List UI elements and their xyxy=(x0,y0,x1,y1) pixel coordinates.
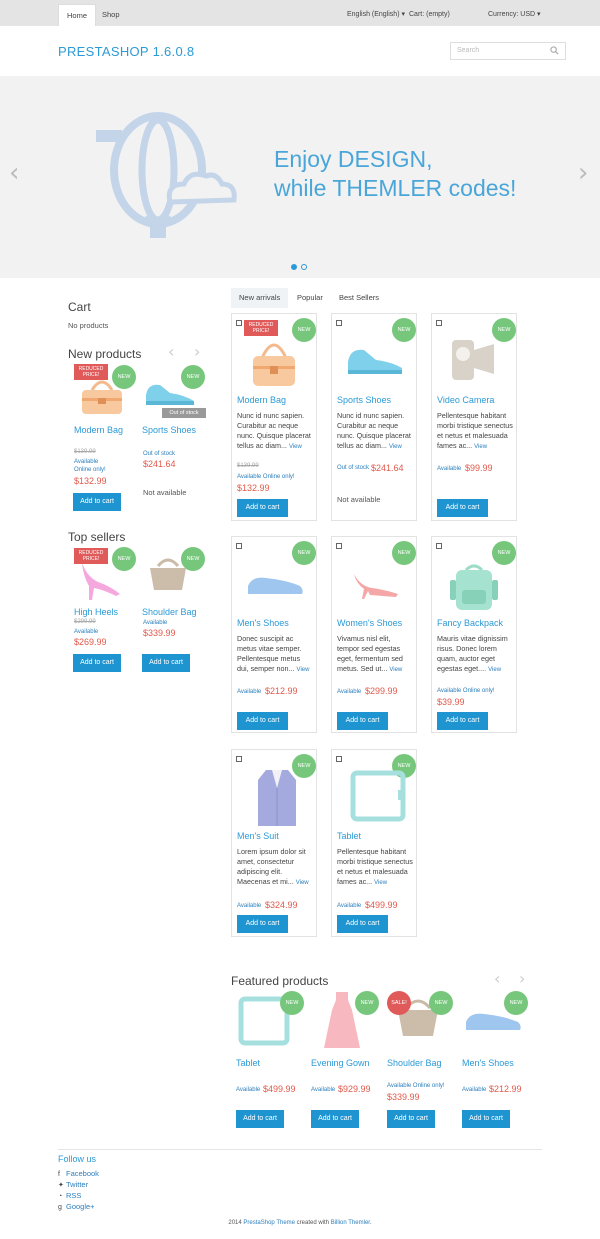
new-badge: NEW xyxy=(492,318,516,342)
slider-prev-arrow[interactable]: ‹ xyxy=(9,158,20,188)
chevron-right-icon[interactable]: › xyxy=(194,342,201,361)
suit-product-image[interactable] xyxy=(256,766,298,828)
availability: Available xyxy=(462,1087,487,1093)
compare-checkbox[interactable] xyxy=(236,756,242,762)
product-description: Nunc id nunc sapien. Curabitur ac neque nunc. Quisque placerat tellus ac diam... View xyxy=(337,411,411,450)
product-name[interactable]: Sports Shoes xyxy=(337,395,392,405)
slider-headline-2: while THEMLER codes! xyxy=(274,175,517,201)
product-name[interactable]: Modern Bag xyxy=(74,425,124,435)
not-available-text: Not available xyxy=(337,495,381,504)
slider-next-arrow[interactable]: › xyxy=(578,158,589,188)
product-price: $339.99 xyxy=(143,628,176,638)
nav-home[interactable]: Home xyxy=(58,4,96,26)
view-link[interactable]: View xyxy=(296,667,310,673)
out-of-stock-badge: Out of stock xyxy=(162,408,206,418)
copyright: 2014 PrestaShop Theme created with Billion Themler. xyxy=(228,1220,372,1226)
availability: Available xyxy=(237,903,262,909)
compare-checkbox[interactable] xyxy=(236,320,242,326)
mens-shoe-product-image[interactable] xyxy=(244,570,308,600)
availability: Out of stock xyxy=(143,451,176,457)
product-price: $241.64 xyxy=(143,459,176,469)
old-price: $299.99 xyxy=(74,619,96,625)
availability: Available Online only! xyxy=(387,1083,445,1089)
chevron-down-icon: ▾ xyxy=(537,11,541,18)
product-description: Nunc id nunc sapien. Curabitur ac neque nunc. Quisque placerat tellus ac diam... View xyxy=(237,411,311,450)
chevron-right-icon[interactable]: › xyxy=(519,969,526,988)
twitter-link[interactable]: ✦ Twitter xyxy=(58,1180,89,1189)
new-badge: NEW xyxy=(392,318,416,342)
product-description: Vivamus nisl elit, tempor sed egestas eget, fermentum sed metus. Sed ut... View xyxy=(337,634,403,673)
view-link[interactable]: View xyxy=(389,667,403,673)
top-sellers-title: Top sellers xyxy=(68,530,126,544)
availability: Available Online only! xyxy=(237,474,295,480)
product-price: $39.99 xyxy=(437,697,465,707)
product-name[interactable]: Sports Shoes xyxy=(142,425,197,435)
product-name[interactable]: Evening Gown xyxy=(311,1058,370,1068)
add-to-cart-button[interactable]: Add to cart xyxy=(237,712,288,730)
twitter-icon: ✦ xyxy=(58,1182,64,1189)
product-name[interactable]: Men's Shoes xyxy=(237,618,289,628)
new-badge: NEW xyxy=(292,754,316,778)
new-products-title: New products xyxy=(68,347,142,361)
product-price: $212.99 xyxy=(489,1084,522,1094)
add-to-cart-button[interactable]: Add to cart xyxy=(387,1110,435,1128)
product-price: $269.99 xyxy=(74,637,107,647)
cart-empty-text: No products xyxy=(68,321,109,330)
slider-dot-active[interactable] xyxy=(291,264,297,270)
product-price: $499.99 xyxy=(263,1084,296,1094)
slider-dot[interactable] xyxy=(301,264,307,270)
product-name[interactable]: Men's Shoes xyxy=(462,1058,514,1068)
add-to-cart-button[interactable]: Add to cart xyxy=(437,712,488,730)
new-badge: NEW xyxy=(292,541,316,565)
search-icon[interactable] xyxy=(550,46,559,55)
not-available-text: Not available xyxy=(143,488,187,497)
availability: Out of stock xyxy=(337,465,370,471)
backpack-product-image[interactable] xyxy=(448,562,500,614)
new-badge: NEW xyxy=(112,365,136,389)
view-link[interactable]: View xyxy=(374,880,388,886)
product-price: $132.99 xyxy=(74,476,107,486)
add-to-cart-button[interactable]: Add to cart xyxy=(337,712,388,730)
add-to-cart-button[interactable]: Add to cart xyxy=(73,493,121,511)
sale-badge: SALE! xyxy=(387,991,411,1015)
compare-checkbox[interactable] xyxy=(336,543,342,549)
availability: Available xyxy=(337,903,362,909)
availability: Available xyxy=(337,689,362,695)
availability: Available xyxy=(437,466,462,472)
reduced-price-badge: REDUCED PRICE! xyxy=(74,548,108,564)
reduced-price-badge: REDUCED PRICE! xyxy=(74,364,108,380)
product-name[interactable]: Men's Suit xyxy=(237,831,279,841)
product-name[interactable]: Shoulder Bag xyxy=(142,607,197,617)
add-to-cart-button[interactable]: Add to cart xyxy=(311,1110,359,1128)
compare-checkbox[interactable] xyxy=(436,543,442,549)
product-name[interactable]: Video Camera xyxy=(437,395,495,405)
product-price: $339.99 xyxy=(387,1092,420,1102)
search-input[interactable]: Search xyxy=(450,42,566,60)
availability: Available xyxy=(74,629,99,635)
product-description: Pellentesque habitant morbi tristique senectus et netus et malesuada fames ac... View xyxy=(437,411,513,450)
hot-air-balloon-icon xyxy=(78,112,238,247)
availability: Available xyxy=(74,459,99,465)
site-logo[interactable]: PRESTASHOP 1.6.0.8 xyxy=(58,44,195,59)
product-description: Pellentesque habitant morbi tristique senectus et netus et malesuada fames ac... View xyxy=(337,847,413,886)
view-link[interactable]: View xyxy=(388,444,402,450)
compare-checkbox[interactable] xyxy=(336,756,342,762)
chevron-down-icon: ▾ xyxy=(401,11,405,18)
cart-link[interactable]: Cart: (empty) xyxy=(409,11,450,18)
language-selector[interactable]: English (English) ▾ xyxy=(347,11,405,18)
new-badge: NEW xyxy=(112,547,136,571)
new-badge: NEW xyxy=(181,365,205,389)
availability: Available xyxy=(311,1087,336,1093)
new-badge: NEW xyxy=(492,541,516,565)
reduced-price-badge: REDUCED PRICE! xyxy=(244,320,278,336)
tab-new-arrivals[interactable]: New arrivals xyxy=(231,288,288,308)
product-description: Donec suscipit ac metus vitae semper. Pellentesque metus dui, semper non... View xyxy=(237,634,310,673)
online-only: Online only! xyxy=(74,467,106,473)
new-badge: NEW xyxy=(280,991,304,1015)
product-price: $241.64 xyxy=(371,463,404,473)
cart-title: Cart xyxy=(68,300,91,314)
compare-checkbox[interactable] xyxy=(336,320,342,326)
new-badge: NEW xyxy=(181,547,205,571)
new-badge: NEW xyxy=(355,991,379,1015)
facebook-link[interactable]: f Facebook xyxy=(58,1169,99,1178)
compare-checkbox[interactable] xyxy=(436,320,442,326)
new-badge: NEW xyxy=(392,541,416,565)
availability: Available xyxy=(237,689,262,695)
product-price: $929.99 xyxy=(338,1084,371,1094)
add-to-cart-button[interactable]: Add to cart xyxy=(73,654,121,672)
view-link[interactable]: View xyxy=(474,444,488,450)
compare-checkbox[interactable] xyxy=(236,543,242,549)
chevron-left-icon[interactable]: ‹ xyxy=(168,342,175,361)
add-to-cart-button[interactable]: Add to cart xyxy=(462,1110,510,1128)
tablet-product-image[interactable] xyxy=(350,770,406,822)
product-name[interactable]: Fancy Backpack xyxy=(437,618,504,628)
add-to-cart-button[interactable]: Add to cart xyxy=(337,915,388,933)
availability: Available Online only! xyxy=(437,688,495,694)
product-description: Lorem ipsum dolor sit amet, consectetur adipiscing elit. Maecenas et mi... View xyxy=(237,847,309,886)
new-badge: NEW xyxy=(392,754,416,778)
product-price: $99.99 xyxy=(465,463,493,473)
sneaker-product-image[interactable] xyxy=(344,344,406,378)
product-name[interactable]: Tablet xyxy=(337,831,362,841)
footer-divider xyxy=(58,1149,542,1150)
themler-link[interactable]: Billion Themler xyxy=(330,1220,370,1226)
nav-shop[interactable]: Shop xyxy=(102,10,120,19)
product-price: $212.99 xyxy=(265,686,298,696)
new-badge: NEW xyxy=(429,991,453,1015)
facebook-icon: f xyxy=(58,1171,60,1178)
video-camera-product-image[interactable] xyxy=(450,336,498,384)
google-plus-link[interactable]: g Google+ xyxy=(58,1202,95,1211)
product-price: $324.99 xyxy=(265,900,298,910)
view-link[interactable]: View xyxy=(488,667,502,673)
add-to-cart-button[interactable]: Add to cart xyxy=(237,915,288,933)
add-to-cart-button[interactable]: Add to cart xyxy=(142,654,190,672)
product-name[interactable]: Women's Shoes xyxy=(337,618,403,628)
availability: Available xyxy=(143,620,168,626)
bag-product-image[interactable] xyxy=(250,336,298,390)
product-name[interactable]: Modern Bag xyxy=(237,395,287,405)
add-to-cart-button[interactable]: Add to cart xyxy=(236,1110,284,1128)
follow-us-title: Follow us xyxy=(58,1154,97,1164)
womens-shoe-product-image[interactable] xyxy=(348,566,404,600)
slider-headline-1: Enjoy DESIGN, xyxy=(274,146,433,172)
product-name[interactable]: High Heels xyxy=(74,607,119,617)
featured-title: Featured products xyxy=(231,974,329,988)
chevron-left-icon[interactable]: ‹ xyxy=(494,969,501,988)
view-link[interactable]: View xyxy=(295,880,309,886)
currency-selector[interactable]: Currency: USD ▾ xyxy=(488,11,541,18)
rss-link[interactable]: ◔ RSS xyxy=(58,1191,82,1200)
new-badge: NEW xyxy=(292,318,316,342)
view-link[interactable]: View xyxy=(288,444,302,450)
tab-best-sellers[interactable]: Best Sellers xyxy=(339,293,380,302)
product-price: $499.99 xyxy=(365,900,398,910)
add-to-cart-button[interactable]: Add to cart xyxy=(437,499,488,517)
availability: Available xyxy=(236,1087,261,1093)
add-to-cart-button[interactable]: Add to cart xyxy=(237,499,288,517)
old-price: $139.99 xyxy=(74,449,96,455)
product-name[interactable]: Shoulder Bag xyxy=(387,1058,442,1068)
product-description: Mauris vitae dignissim risus. Donec lorem quam, auctor eget egestas eget.... View xyxy=(437,634,508,673)
new-badge: NEW xyxy=(504,991,528,1015)
rss-icon: ◔ xyxy=(58,1193,63,1200)
theme-link[interactable]: PrestaShop Theme xyxy=(243,1220,295,1226)
product-price: $299.99 xyxy=(365,686,398,696)
product-name[interactable]: Tablet xyxy=(236,1058,261,1068)
tab-popular[interactable]: Popular xyxy=(297,293,323,302)
product-price: $132.99 xyxy=(237,483,270,493)
google-plus-icon: g xyxy=(58,1204,62,1211)
old-price: $139.99 xyxy=(237,463,259,469)
